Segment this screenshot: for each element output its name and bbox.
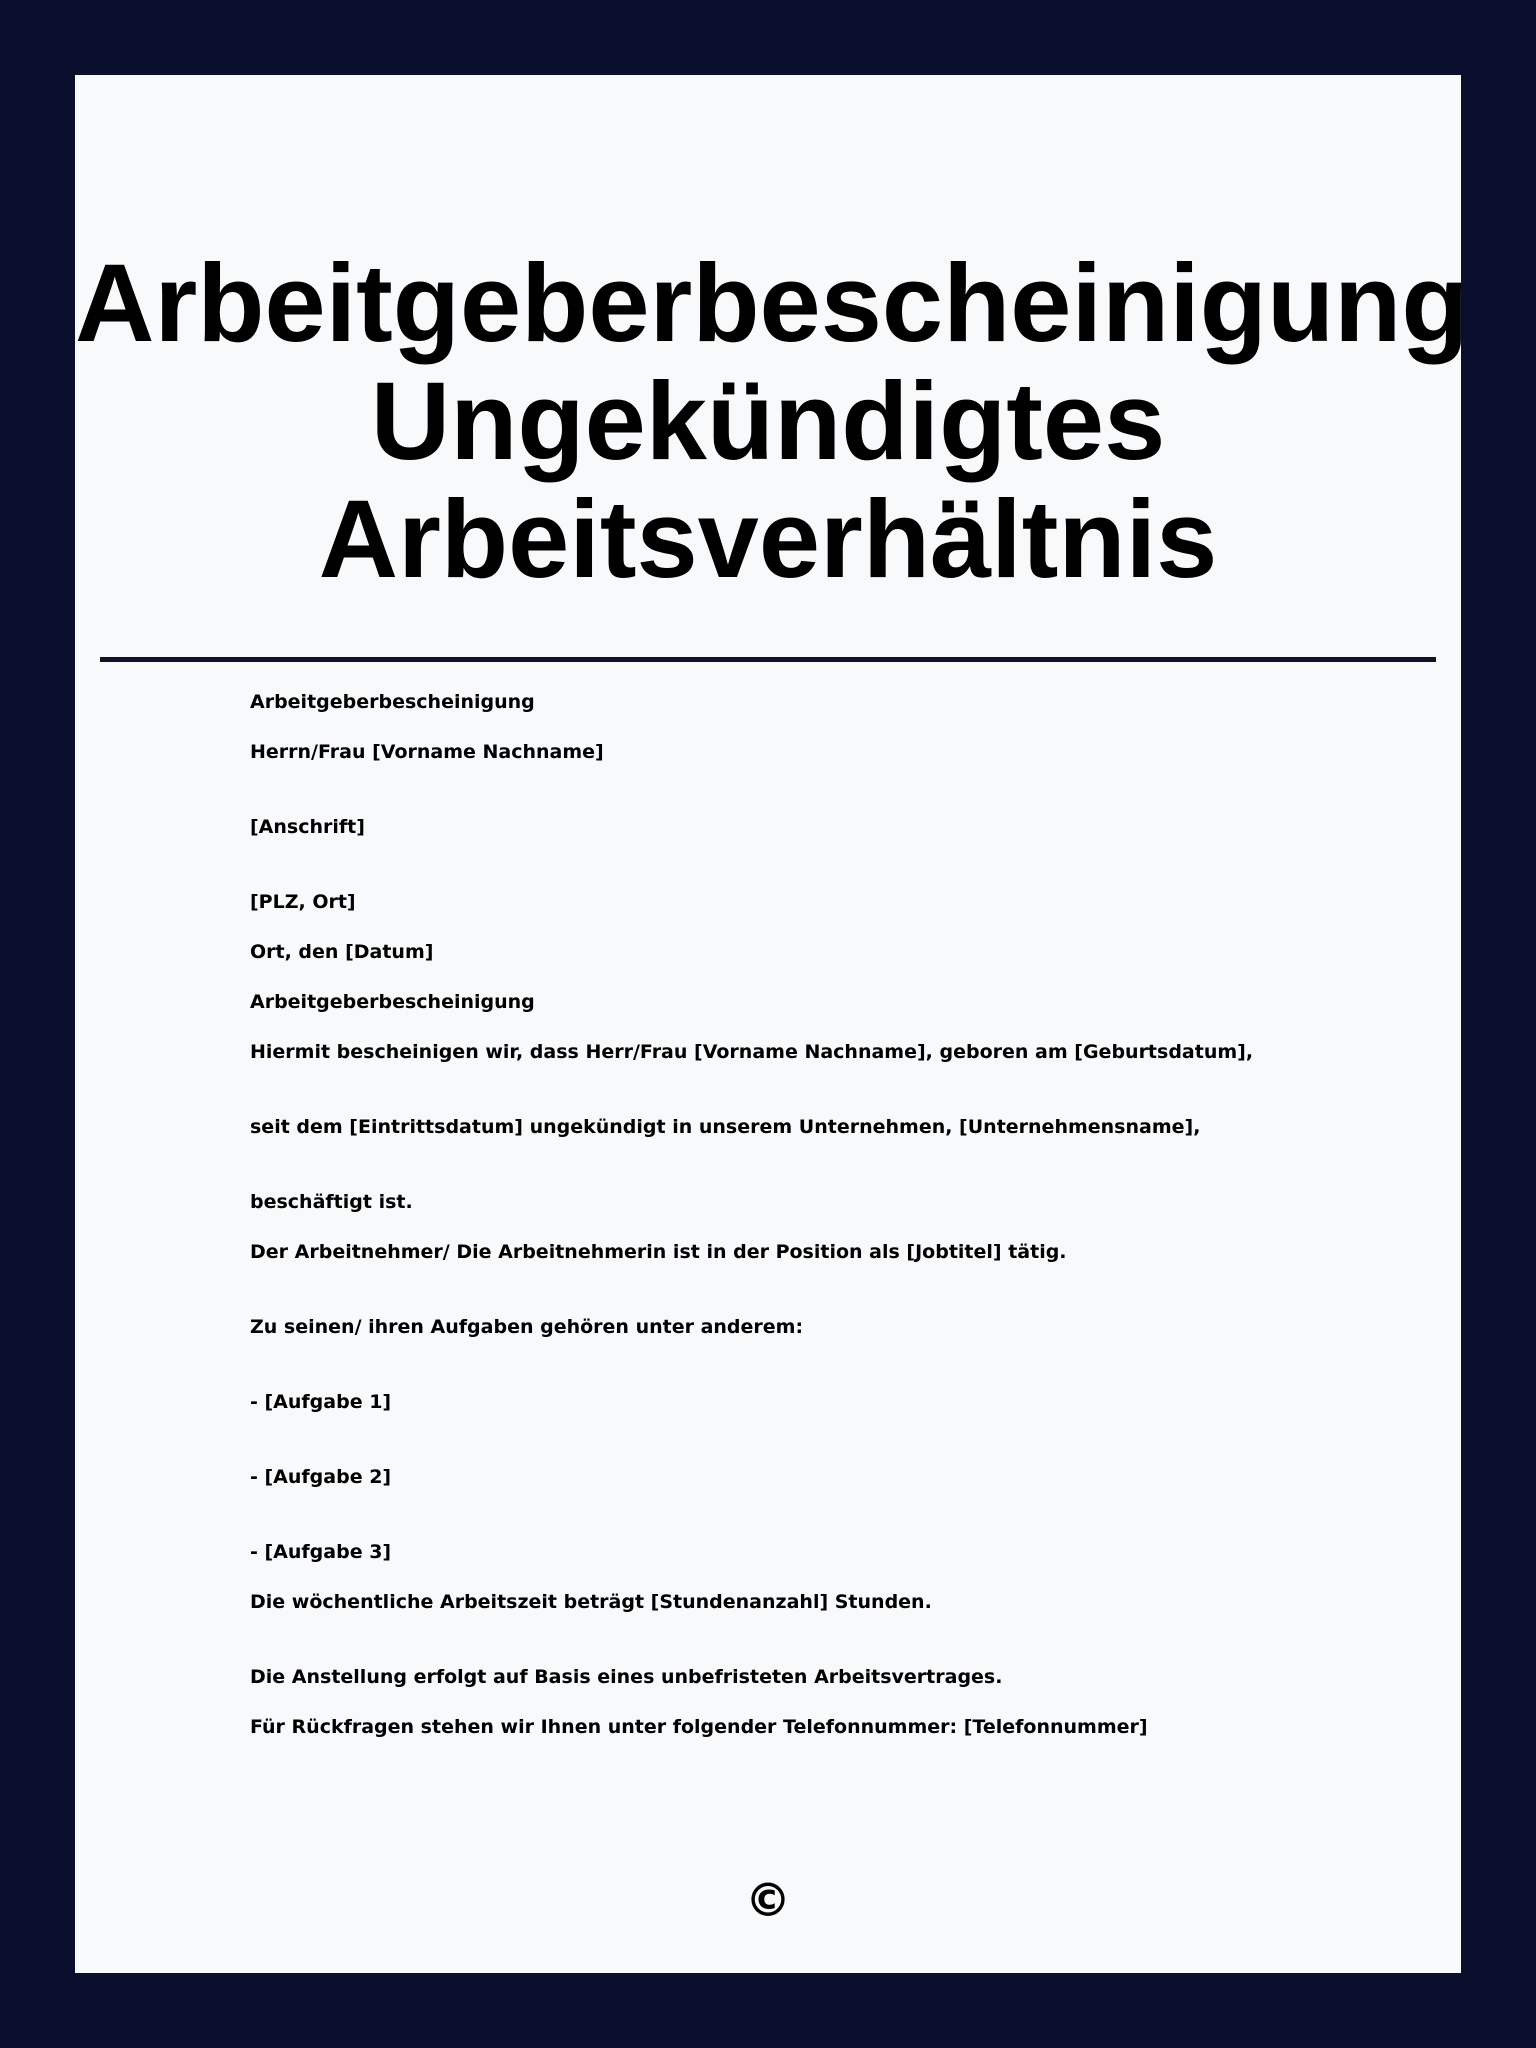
recipient-city: [PLZ, Ort] [250,891,356,913]
place-date: Ort, den [Datum] [250,941,434,963]
task-item: - [Aufgabe 2] [250,1466,392,1488]
recipient-address: [Anschrift] [250,816,365,838]
task-item: - [Aufgabe 3] [250,1541,392,1563]
working-hours-line: Die wöchentliche Arbeitszeit beträgt [Stundenanzahl] Stunden. [250,1591,932,1613]
document-page [75,75,1469,1973]
subject-line: Arbeitgeberbescheinigung [250,991,535,1013]
contract-line: Die Anstellung erfolgt auf Basis eines unbefristeten Arbeitsvertrages. [250,1666,1003,1688]
document-title: Arbeitgeberbescheinigung Ungekündigtes Arbeitsverhältnis [75,242,1469,601]
contact-line: Für Rückfragen stehen wir Ihnen unter folgender Telefonnummer: [Telefonnummer] [250,1716,1148,1738]
body-paragraph-line: beschäftigt ist. [250,1191,413,1213]
copyright-icon: © [745,1873,791,1927]
body-paragraph-line: Hiermit bescheinigen wir, dass Herr/Frau [Vorname Nachname], geboren am [Geburtsdatum], [250,1041,1254,1063]
task-item: - [Aufgabe 1] [250,1391,392,1413]
position-line: Der Arbeitnehmer/ Die Arbeitnehmerin ist in der Position als [Jobtitel] tätig. [250,1241,1067,1263]
title-divider [100,657,1436,662]
tasks-intro: Zu seinen/ ihren Aufgaben gehören unter anderem: [250,1316,804,1338]
body-paragraph-line: seit dem [Eintrittsdatum] ungekündigt in unserem Unternehmen, [Unternehmensname], [250,1116,1201,1138]
letter-heading: Arbeitgeberbescheinigung [250,691,535,713]
recipient-name: Herrn/Frau [Vorname Nachname] [250,741,604,763]
